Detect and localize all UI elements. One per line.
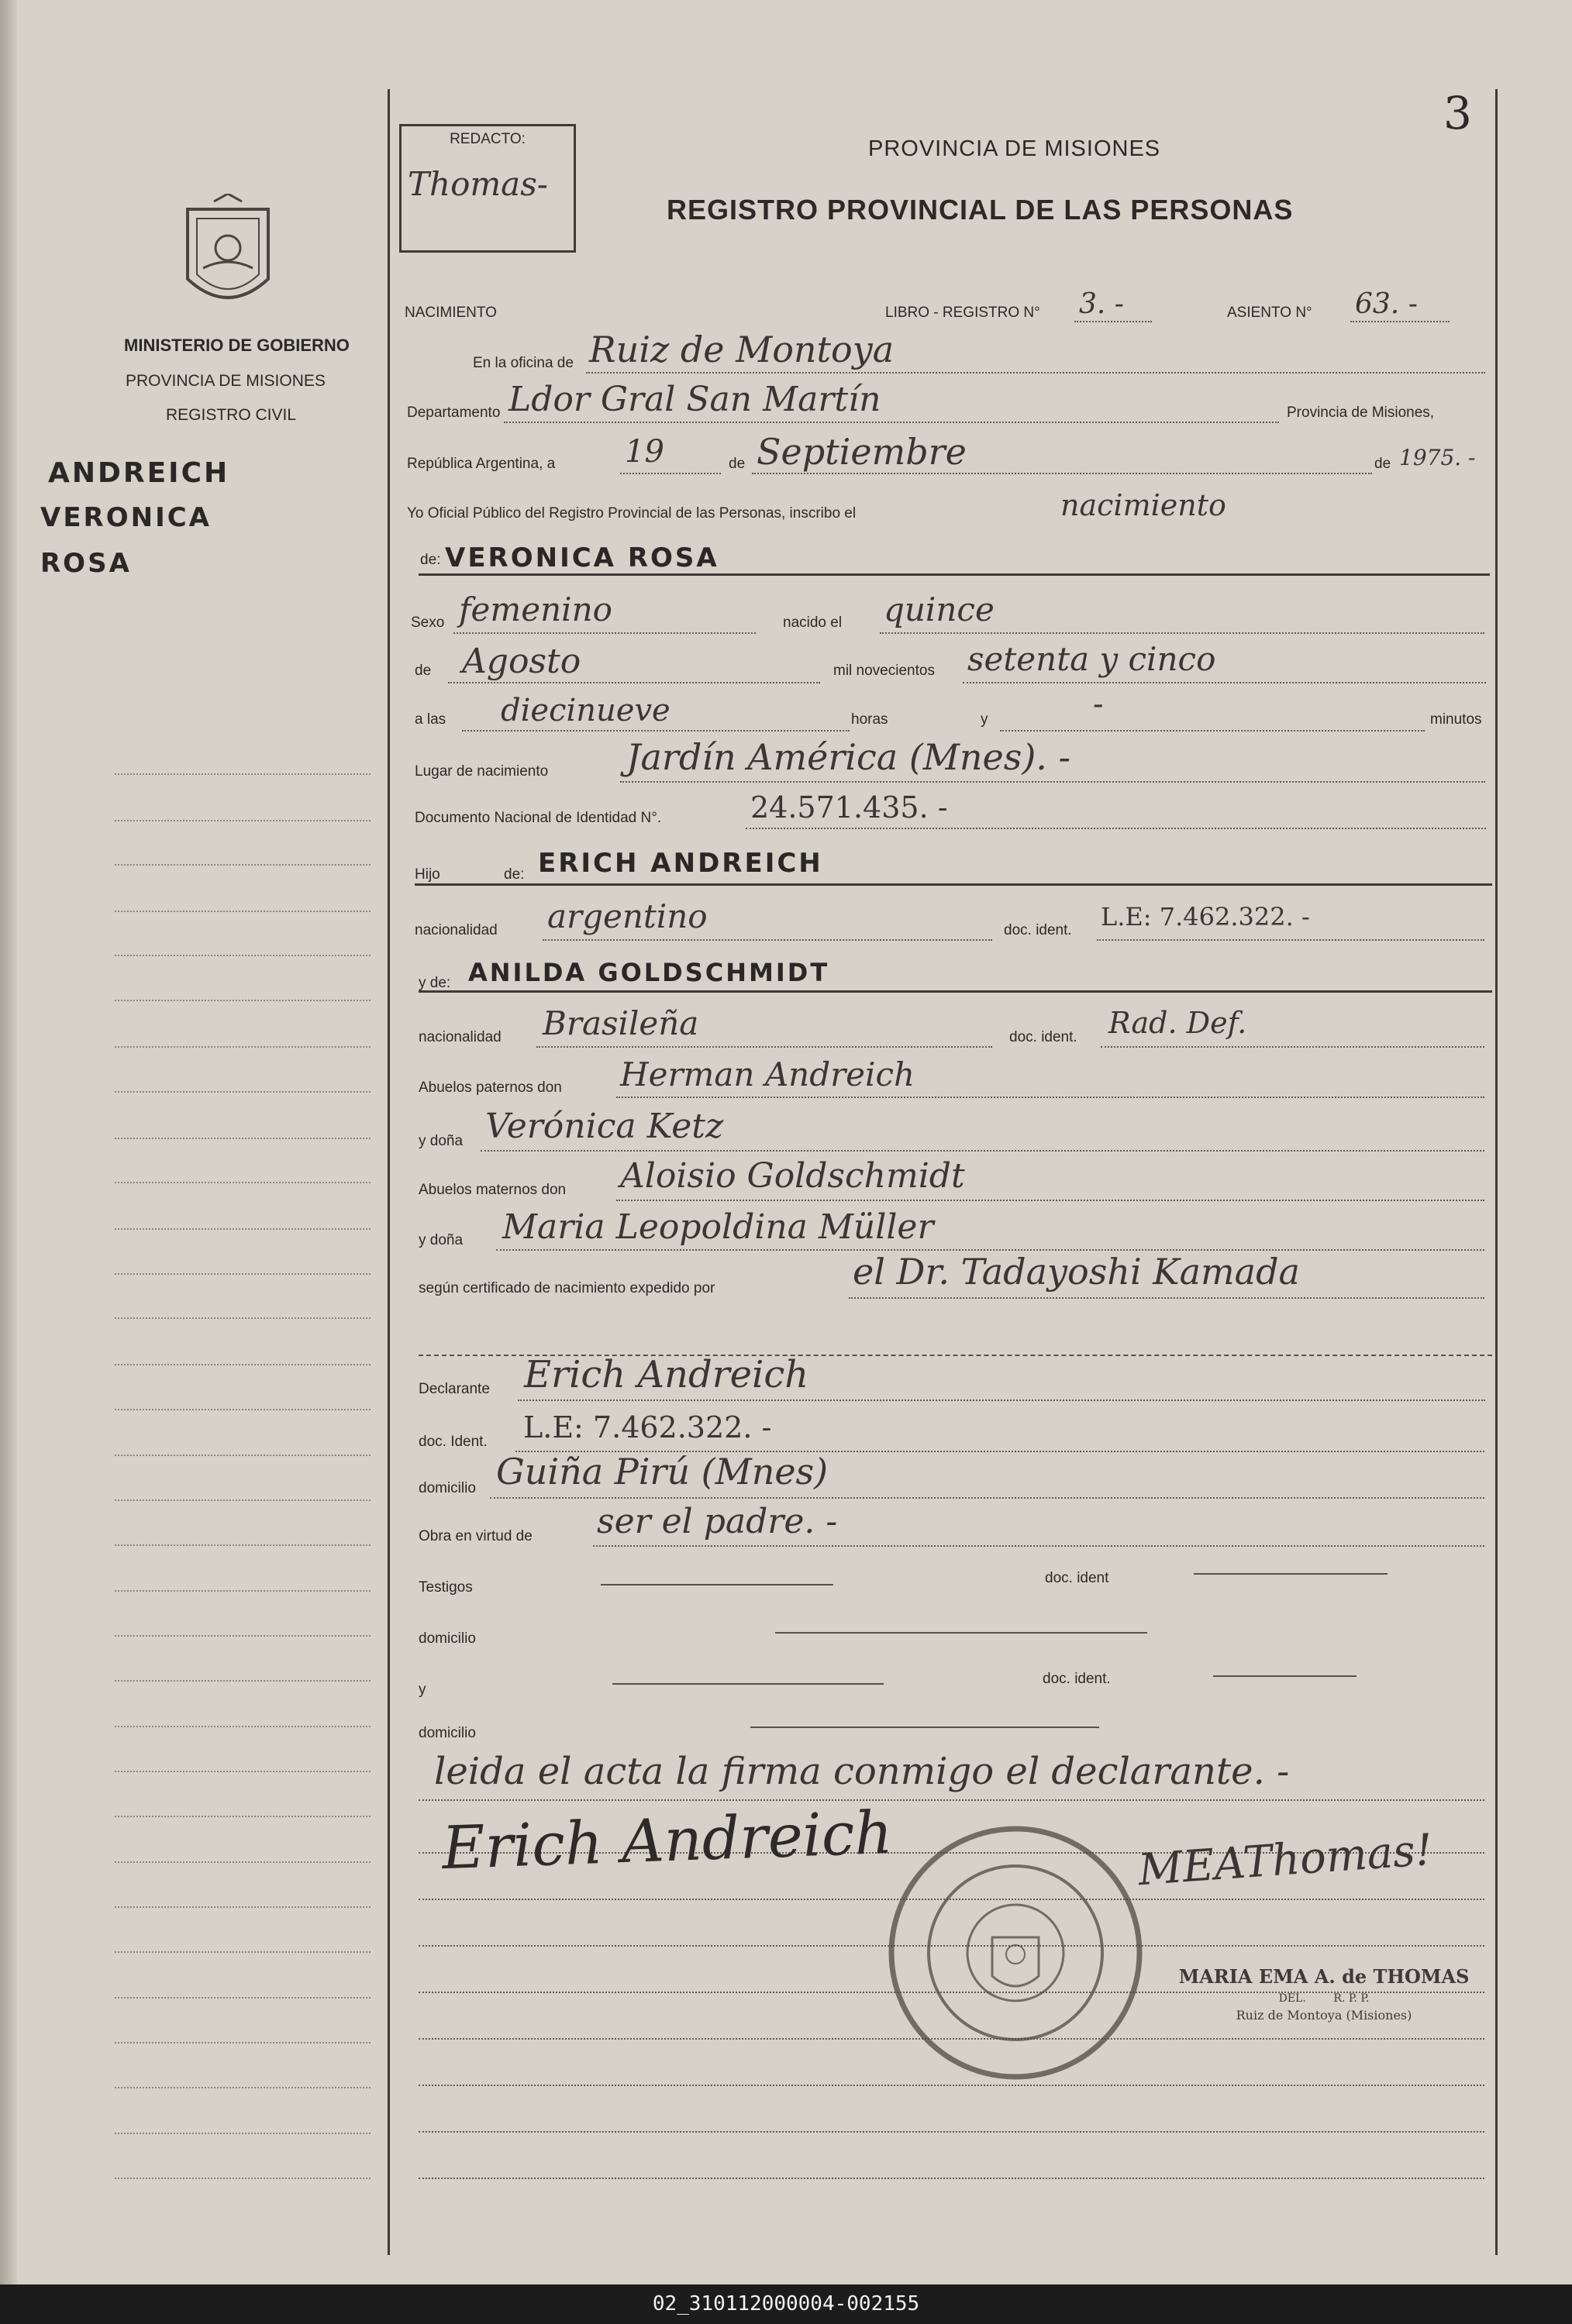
testigos-label: Testigos bbox=[419, 1579, 473, 1596]
margin-note-line bbox=[115, 2178, 371, 2179]
nac1-underline bbox=[543, 939, 992, 941]
mil-label: mil novecientos bbox=[833, 663, 935, 679]
domicilio3-line bbox=[750, 1727, 1099, 1728]
margin-note-line bbox=[115, 1455, 371, 1456]
departamento-underline bbox=[504, 422, 1279, 423]
margin-surname: ANDREICH bbox=[48, 457, 230, 489]
mil-value: setenta y cinco bbox=[967, 640, 1216, 678]
minutos-underline bbox=[1000, 730, 1425, 732]
libro-underline bbox=[1074, 321, 1152, 322]
y-label: y bbox=[981, 711, 988, 728]
yo-oficial-label: Yo Oficial Público del Registro Provincial de las Personas, inscribo el bbox=[407, 505, 857, 522]
asiento-underline bbox=[1350, 321, 1450, 322]
abp-label: Abuelos paternos don bbox=[419, 1079, 562, 1096]
nac1-value: argentino bbox=[547, 897, 708, 935]
dni-label: Documento Nacional de Identidad N°. bbox=[415, 810, 662, 826]
domicilio3-label: domicilio bbox=[419, 1725, 476, 1741]
stamp-name: MARIA EMA A. de THOMAS bbox=[1178, 1965, 1470, 1988]
nac2-value: Brasileña bbox=[543, 1004, 699, 1042]
doc-ident-t1-label: doc. ident bbox=[1045, 1570, 1109, 1586]
domicilio1-value: Guiña Pirú (Mnes) bbox=[496, 1451, 829, 1493]
redacto-value: Thomas- bbox=[408, 165, 548, 203]
margin-note-line bbox=[115, 1091, 371, 1093]
asiento-value: 63. - bbox=[1355, 288, 1418, 320]
margin-note-line bbox=[115, 1726, 371, 1727]
libro-value: 3. - bbox=[1079, 288, 1124, 320]
margin-note-line bbox=[115, 1182, 371, 1183]
margin-note-line bbox=[115, 955, 371, 956]
margin-given1: VERONICA bbox=[40, 502, 212, 533]
margin-note-line bbox=[115, 1499, 371, 1501]
margin-note-line bbox=[115, 864, 371, 866]
margin-note-line bbox=[115, 773, 371, 775]
ministry-line3: REGISTRO CIVIL bbox=[166, 406, 297, 424]
right-frame-line bbox=[1495, 89, 1498, 2255]
y2-label: y bbox=[419, 1682, 426, 1698]
margin-note-line bbox=[115, 1635, 371, 1637]
margin-note-line bbox=[115, 911, 371, 912]
de-father-label: de: bbox=[504, 866, 525, 883]
child-name: VERONICA ROSA bbox=[445, 542, 719, 573]
cert-value: el Dr. Tadayoshi Kamada bbox=[853, 1251, 1300, 1293]
lugar-value: Jardín América (Mnes). - bbox=[626, 736, 1071, 778]
margin-note-line bbox=[115, 1046, 371, 1048]
doc-ident-t1-line bbox=[1194, 1573, 1388, 1575]
departamento-label: Departamento bbox=[407, 405, 501, 421]
margin-note-line bbox=[115, 1816, 371, 1817]
docid-value: L.E: 7.462.322. - bbox=[523, 1410, 772, 1444]
de-month-label: de bbox=[415, 663, 432, 679]
obra-label: Obra en virtud de bbox=[419, 1528, 533, 1544]
sexo-underline bbox=[453, 632, 756, 634]
declarante-value: Erich Andreich bbox=[524, 1353, 809, 1396]
mother-name: ANILDA GOLDSCHMIDT bbox=[468, 958, 830, 987]
nacido-underline bbox=[880, 632, 1484, 634]
yde-label: y de: bbox=[419, 975, 451, 991]
ydona1-value: Verónica Ketz bbox=[485, 1107, 724, 1146]
abm-underline bbox=[616, 1200, 1484, 1201]
ydona1-label: y doña bbox=[419, 1133, 464, 1149]
stamp-place: Ruiz de Montoya (Misiones) bbox=[1236, 2008, 1412, 2023]
doc2-underline bbox=[1101, 1046, 1484, 1048]
nac1-label: nacionalidad bbox=[415, 922, 498, 938]
redacto-label: REDACTO: bbox=[450, 131, 526, 147]
domicilio2-label: domicilio bbox=[419, 1630, 476, 1647]
official-stamp bbox=[1169, 1965, 1479, 2023]
oficina-value: Ruiz de Montoya bbox=[589, 329, 895, 370]
month-value: Agosto bbox=[462, 642, 581, 681]
doc1-label: doc. ident. bbox=[1004, 922, 1072, 938]
stamp-title: DEL. R. P. P. bbox=[1278, 1992, 1370, 2005]
doc-ident-t2-line bbox=[1213, 1675, 1357, 1677]
blank-line bbox=[419, 2131, 1484, 2133]
closing-sentence: leida el acta la firma conmigo el declarante. - bbox=[434, 1750, 1290, 1793]
nacimiento-label: NACIMIENTO bbox=[405, 305, 497, 321]
provincia-label: Provincia de Misiones, bbox=[1287, 405, 1435, 421]
blank-line bbox=[419, 2085, 1484, 2086]
cert-label: según certificado de nacimiento expedido por bbox=[419, 1280, 715, 1296]
departamento-value: Ldor Gral San Martín bbox=[508, 380, 881, 419]
margin-note-line bbox=[115, 2087, 371, 2088]
nac2-underline bbox=[536, 1046, 992, 1048]
horas-label: horas bbox=[851, 711, 888, 728]
obra-value: ser el padre. - bbox=[597, 1502, 838, 1541]
closing-underline bbox=[419, 1799, 1484, 1801]
abp-value: Herman Andreich bbox=[620, 1055, 915, 1093]
sexo-value: femenino bbox=[459, 590, 612, 628]
docid-label: doc. Ident. bbox=[419, 1434, 488, 1450]
de-label: de bbox=[729, 456, 746, 472]
margin-note-line bbox=[115, 1771, 371, 1772]
cert-underline bbox=[849, 1297, 1484, 1299]
hora-underline bbox=[462, 730, 850, 732]
domicilio1-underline bbox=[490, 1497, 1484, 1499]
abp-underline bbox=[616, 1097, 1484, 1098]
ydona2-label: y doña bbox=[419, 1232, 464, 1248]
margin-note-line bbox=[115, 1906, 371, 1908]
father-name: ERICH ANDREICH bbox=[538, 848, 823, 879]
minutos-value: - bbox=[1093, 687, 1104, 722]
testigo2-line bbox=[612, 1683, 884, 1685]
libro-label: LIBRO - REGISTRO N° bbox=[885, 305, 1040, 321]
lugar-underline bbox=[620, 781, 1485, 783]
abm-label: Abuelos maternos don bbox=[419, 1182, 567, 1198]
obra-underline bbox=[593, 1545, 1484, 1547]
margin-note-line bbox=[115, 1680, 371, 1682]
father-rule bbox=[415, 883, 1492, 886]
nac2-label: nacionalidad bbox=[419, 1029, 502, 1045]
de-year-label: de bbox=[1374, 456, 1391, 472]
margin-note-line bbox=[115, 1273, 371, 1275]
doc2-label: doc. ident. bbox=[1009, 1029, 1077, 1045]
margin-note-line bbox=[115, 1951, 371, 1953]
margin-note-line bbox=[115, 1544, 371, 1546]
sexo-label: Sexo bbox=[411, 615, 445, 631]
mes-underline bbox=[752, 473, 1372, 474]
inscribo-value: nacimiento bbox=[1060, 488, 1226, 522]
round-seal bbox=[884, 1821, 1147, 2085]
minutos-label: minutos bbox=[1430, 711, 1482, 728]
nacido-value: quince bbox=[884, 590, 995, 628]
declarante-signature: Erich Andreich bbox=[440, 1797, 894, 1883]
margin-note-line bbox=[115, 1364, 371, 1365]
mil-underline bbox=[963, 682, 1486, 683]
ydona1-underline bbox=[481, 1150, 1484, 1152]
ministry-crest bbox=[180, 194, 276, 316]
oficina-underline bbox=[586, 372, 1485, 374]
domicilio1-label: domicilio bbox=[419, 1480, 476, 1496]
testigo1-line bbox=[601, 1584, 833, 1585]
margin-note-line bbox=[115, 1997, 371, 1999]
domicilio2-line bbox=[775, 1632, 1147, 1634]
doc2-value: Rad. Def. bbox=[1108, 1006, 1247, 1040]
dni-underline bbox=[746, 828, 1486, 829]
doc1-value: L.E: 7.462.322. - bbox=[1101, 902, 1310, 931]
lugar-label: Lugar de nacimiento bbox=[415, 763, 549, 780]
page-number: 3 bbox=[1443, 87, 1472, 139]
dni-value: 24.571.435. - bbox=[750, 790, 948, 825]
margin-note-line bbox=[115, 1317, 371, 1319]
footer-code: 02_310112000004-002155 bbox=[0, 2284, 1572, 2324]
doc-ident-t2-label: doc. ident. bbox=[1043, 1671, 1111, 1687]
republica-label: República Argentina, a bbox=[407, 456, 556, 472]
asiento-label: ASIENTO N° bbox=[1227, 305, 1312, 321]
mother-rule bbox=[419, 990, 1492, 993]
declarante-underline bbox=[518, 1400, 1485, 1401]
abm-value: Aloisio Goldschmidt bbox=[620, 1156, 965, 1196]
margin-note-line bbox=[115, 820, 371, 821]
margin-note-line bbox=[115, 2133, 371, 2134]
ydona2-value: Maria Leopoldina Müller bbox=[502, 1207, 934, 1247]
official-signature: MEAThomas! bbox=[1136, 1824, 1435, 1896]
month-underline bbox=[448, 682, 820, 683]
dia-value: 19 bbox=[625, 434, 664, 470]
mes-value: Septiembre bbox=[757, 431, 967, 473]
margin-note-line bbox=[115, 1138, 371, 1139]
header-province: PROVINCIA DE MISIONES bbox=[868, 136, 1161, 161]
left-frame-line bbox=[388, 89, 390, 2255]
header-registry: REGISTRO PROVINCIAL DE LAS PERSONAS bbox=[667, 194, 1294, 226]
year-value: 1975. - bbox=[1399, 445, 1476, 470]
redacto-box bbox=[399, 124, 576, 253]
margin-note-line bbox=[115, 1409, 371, 1410]
declarante-label: Declarante bbox=[419, 1381, 490, 1397]
margin-note-line bbox=[115, 1000, 371, 1001]
alas-label: a las bbox=[415, 711, 446, 728]
hijo-label: Hijo bbox=[415, 866, 440, 883]
margin-given2: ROSA bbox=[40, 548, 132, 579]
doc1-underline bbox=[1097, 939, 1484, 941]
margin-note-line bbox=[115, 1590, 371, 1592]
margin-note-line bbox=[115, 2042, 371, 2043]
dia-underline bbox=[620, 473, 721, 474]
oficina-label: En la oficina de bbox=[473, 355, 574, 371]
name-rule bbox=[419, 573, 1490, 576]
binding-edge bbox=[0, 0, 17, 2284]
margin-note-line bbox=[115, 1228, 371, 1230]
de-name-label: de: bbox=[420, 552, 441, 568]
hora-value: diecinueve bbox=[501, 693, 671, 728]
margin-note-line bbox=[115, 1861, 371, 1863]
ministry-line1: MINISTERIO DE GOBIERNO bbox=[124, 336, 350, 355]
nacido-label: nacido el bbox=[783, 615, 843, 631]
blank-line bbox=[419, 2178, 1484, 2179]
ministry-line2: PROVINCIA DE MISIONES bbox=[126, 372, 326, 390]
